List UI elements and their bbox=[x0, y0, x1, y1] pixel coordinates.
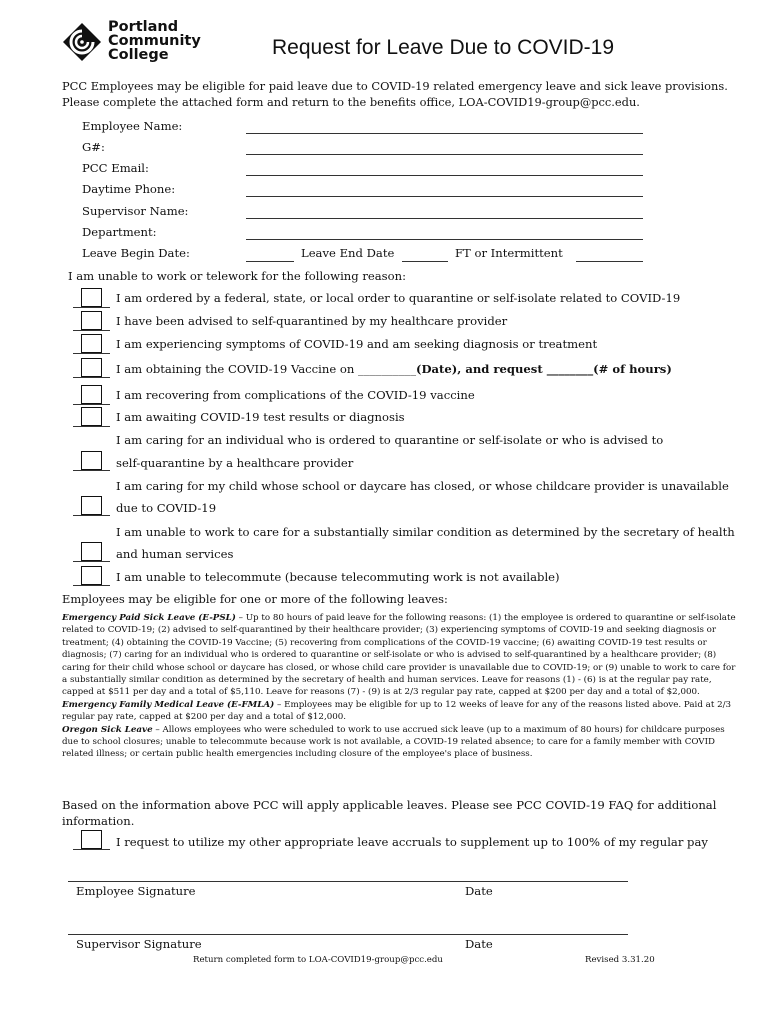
efmla-title: Emergency Family Medical Leave (E-FMLA) bbox=[62, 699, 275, 710]
leaves-description bbox=[62, 612, 742, 761]
reason-10-underline bbox=[73, 585, 110, 586]
footer-return-text: Return completed form to LOA-COVID19-group@pcc.edu bbox=[193, 955, 443, 965]
pcc-logo bbox=[62, 20, 212, 70]
reason-7-checkbox[interactable] bbox=[81, 451, 102, 470]
logo-wordmark bbox=[108, 20, 201, 62]
supervisor-signature-label: Supervisor Signature bbox=[76, 937, 202, 951]
accrual-checkbox[interactable] bbox=[81, 830, 102, 849]
reason-3-checkbox[interactable] bbox=[81, 334, 102, 353]
logo-line-2: Community bbox=[108, 33, 201, 49]
reason-2-checkbox[interactable] bbox=[81, 311, 102, 330]
leave-end-label: Leave End Date bbox=[301, 246, 395, 260]
reason-10-checkbox[interactable] bbox=[81, 566, 102, 585]
reason-4-date-label: (Date), and request bbox=[415, 362, 547, 376]
pcc-email-label: PCC Email: bbox=[82, 161, 149, 175]
logo-line-1: Portland bbox=[108, 19, 179, 35]
accrual-text: I request to utilize my other appropriate leave accruals to supplement up to 100% of my regular pay bbox=[116, 835, 708, 849]
reason-2-underline bbox=[73, 330, 110, 331]
page-title: Request for Leave Due to COVID-19 bbox=[272, 36, 615, 59]
reason-4-underline bbox=[73, 377, 110, 378]
reason-4-checkbox[interactable] bbox=[81, 358, 102, 377]
reason-8-underline bbox=[73, 515, 110, 516]
supervisor-date-label: Date bbox=[465, 937, 493, 951]
logo-line-3: College bbox=[108, 47, 169, 63]
reason-4-prefix: I am obtaining the COVID-19 Vaccine on bbox=[116, 362, 359, 376]
reason-5-text: I am recovering from complications of the COVID-19 vaccine bbox=[116, 388, 475, 402]
epsl-title: Emergency Paid Sick Leave (E-PSL) bbox=[62, 613, 236, 623]
oregon-sick-leave-title: Oregon Sick Leave bbox=[62, 724, 153, 735]
supervisor-name-label: Supervisor Name: bbox=[82, 204, 189, 218]
reason-2-text: I have been advised to self-quarantined by my healthcare provider bbox=[116, 314, 508, 328]
reason-heading: I am unable to work or telework for the following reason: bbox=[68, 269, 406, 283]
leave-begin-label: Leave Begin Date: bbox=[82, 246, 190, 260]
department-field[interactable] bbox=[246, 239, 643, 240]
reason-9-text-line-1: I am unable to work to care for a substantially similar condition as determined by the secretary of health bbox=[116, 525, 735, 539]
employee-signature-line[interactable] bbox=[68, 881, 628, 882]
efmla-text: – Employees may be eligible for up to 12 weeks of leave for any of the reasons listed above. Paid at 2/3 regular pay rate, capped at $200 per day and a total of $12,000. bbox=[62, 699, 732, 723]
intro-paragraph: PCC Employees may be eligible for paid leave due to COVID-19 related emergency leave and sick leave provisions. Please complete the attached form and return to the benefits office, LOA-COVID19-group@pcc.edu. bbox=[62, 79, 728, 109]
daytime-phone-label: Daytime Phone: bbox=[82, 182, 176, 196]
vaccine-hours-blank[interactable]: ________ bbox=[546, 362, 594, 376]
accrual-underline bbox=[73, 849, 110, 850]
reason-10-text: I am unable to telecommute (because telecommuting work is not available) bbox=[116, 570, 560, 584]
reason-4-text bbox=[116, 358, 672, 380]
leave-end-field[interactable] bbox=[402, 261, 448, 262]
employee-name-label: Employee Name: bbox=[82, 119, 183, 133]
reason-3-text: I am experiencing symptoms of COVID-19 and am seeking diagnosis or treatment bbox=[116, 337, 598, 351]
reason-1-underline bbox=[73, 307, 110, 308]
employee-date-label: Date bbox=[465, 884, 493, 898]
daytime-phone-field[interactable] bbox=[246, 196, 643, 197]
based-paragraph: Based on the information above PCC will apply applicable leaves. Please see PCC COVID-19 FAQ for additional information. bbox=[62, 798, 717, 828]
vaccine-date-blank[interactable]: __________ bbox=[358, 362, 416, 376]
reason-1-text: I am ordered by a federal, state, or local order to quarantine or self-isolate related to COVID-19 bbox=[116, 291, 681, 305]
reason-9-text-line-2: and human services bbox=[116, 547, 234, 561]
department-label: Department: bbox=[82, 225, 157, 239]
employee-name-field[interactable] bbox=[246, 133, 643, 134]
reason-8-text-line-1: I am caring for my child whose school or daycare has closed, or whose childcare provider is unavailable bbox=[116, 479, 729, 493]
reason-8-text-line-2: due to COVID-19 bbox=[116, 501, 217, 515]
reason-5-underline bbox=[73, 404, 110, 405]
leaves-heading: Employees may be eligible for one or more of the following leaves: bbox=[62, 592, 448, 606]
reason-6-text: I am awaiting COVID-19 test results or diagnosis bbox=[116, 410, 405, 424]
reason-5-checkbox[interactable] bbox=[81, 385, 102, 404]
supervisor-signature-line[interactable] bbox=[68, 934, 628, 935]
reason-7-underline bbox=[73, 470, 110, 471]
ft-intermittent-field[interactable] bbox=[576, 261, 643, 262]
reason-3-underline bbox=[73, 353, 110, 354]
reason-9-checkbox[interactable] bbox=[81, 542, 102, 561]
reason-8-checkbox[interactable] bbox=[81, 496, 102, 515]
leave-begin-field[interactable] bbox=[246, 261, 294, 262]
reason-7-text-line-1: I am caring for an individual who is ordered to quarantine or self-isolate or who is advised to bbox=[116, 433, 664, 447]
reason-4-hours-label: (# of hours) bbox=[593, 362, 672, 376]
footer-revised: Revised 3.31.20 bbox=[585, 955, 655, 965]
pcc-email-field[interactable] bbox=[246, 175, 643, 176]
reason-7-text-line-2: self-quarantine by a healthcare provider bbox=[116, 456, 354, 470]
pcc-logo-icon bbox=[62, 22, 102, 62]
employee-signature-label: Employee Signature bbox=[76, 884, 196, 898]
epsl-text: – Up to 80 hours of paid leave for the following reasons: (1) the employee is ordered to quarantine or self-isolate related to COVID-19; (2) advised to self-quarantined by their healthcare provider; (3) experiencing symptoms of COVID-19 and seeking diagnosis or treatment; (4) obtaining the COVID-19 Vaccine; (5) recovering from complications of the COVID-19 vaccine; (6) awaiting COVID-19 test results or diagnosis; (7) caring for an individual who is ordered to quarantine or self-isolate or who is advised to self-quarantined by a healthcare provider; (8) caring for their child whose school or daycare has closed, or whose child care provider is unavailable due to COVID-19; or (9) unable to work to care for a substantially similar condition as determined by the secretary of health and human services. Leave for reasons (1) - (6) is at the regular pay rate, capped at $511 per day and a total of $5,110. Leave for reasons (7) - (9) is at 2/3 regular pay rate, capped at $200 per day and a total of $2,000. bbox=[62, 613, 736, 698]
supervisor-name-field[interactable] bbox=[246, 218, 643, 219]
ft-intermittent-label: FT or Intermittent bbox=[455, 246, 563, 260]
reason-9-underline bbox=[73, 561, 110, 562]
g-number-field[interactable] bbox=[246, 154, 643, 155]
reason-1-checkbox[interactable] bbox=[81, 288, 102, 307]
reason-6-checkbox[interactable] bbox=[81, 407, 102, 426]
oregon-sick-leave-text: – Allows employees who were scheduled to work to use accrued sick leave (up to a maximum of 80 hours) for childcare purposes due to school closures; unable to telecommute because work is not available, a COVID-19 related absence; to care for a family member with COVID related illness; or certain public health emergencies including closure of the employee's place of business. bbox=[62, 724, 725, 760]
g-number-label: G#: bbox=[82, 140, 105, 154]
reason-6-underline bbox=[73, 426, 110, 427]
